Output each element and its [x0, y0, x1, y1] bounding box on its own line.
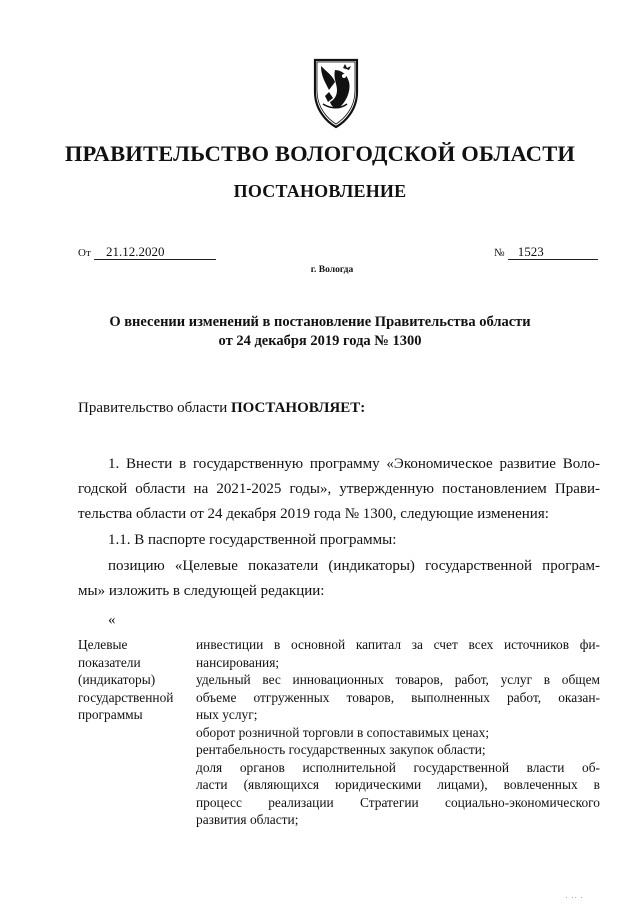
- paragraph-1-1: 1.1. В паспорте государственной программы:: [108, 532, 397, 548]
- content-line: ласти (являющихся юридическими лицами), вовлеченных в: [196, 777, 600, 792]
- table-label-cell: [78, 636, 196, 829]
- intro-keyword: ПОСТАНОВЛЯЕТ:: [230, 400, 366, 416]
- content-line: объеме отгруженных товаров, выполненных работ, оказан-: [196, 689, 600, 705]
- content-line: нансирования;: [196, 654, 280, 670]
- date-field: [78, 244, 216, 260]
- label-line: Целевые: [78, 637, 128, 652]
- date-prefix: От: [78, 247, 91, 259]
- paragraph-2-line-2: мы» изложить в следующей редакции:: [78, 583, 325, 599]
- subject-line-1: О внесении изменений в постановление Правительства области: [109, 314, 531, 330]
- number-field: [494, 244, 598, 260]
- label-line: государственной: [78, 689, 174, 705]
- paragraph-1-line-1: 1. Внести в государственную программу «Экономическое развитие Воло-: [108, 456, 600, 472]
- label-line: программы: [78, 707, 143, 722]
- number-prefix: №: [494, 247, 505, 259]
- paragraph-1-line-2: годской области на 2021-2025 годы», утвержденную постановлением Прави-: [78, 481, 600, 497]
- paragraph-1-line-3: тельства области от 24 декабря 2019 года № 1300, следующие изменения:: [78, 506, 549, 522]
- paragraph-2: [78, 557, 600, 601]
- vologda-oblast-coat-of-arms-icon: [299, 56, 373, 130]
- intro-text: Правительство области: [78, 400, 231, 416]
- passport-table: [78, 636, 600, 829]
- content-line: рентабельность государственных закупок области;: [196, 742, 486, 757]
- document-number: 1523: [508, 245, 598, 260]
- content-line: доля органов исполнительной государственной власти об-: [196, 759, 600, 775]
- resolution-intro: [78, 399, 365, 418]
- document-date: 21.12.2020: [94, 245, 216, 260]
- table-content-cell: [196, 636, 600, 829]
- content-line: развития области;: [196, 812, 299, 827]
- subject-line-2: от 24 декабря 2019 года № 1300: [218, 333, 422, 349]
- content-line: ных услуг;: [196, 707, 258, 722]
- label-line: (индикаторы): [78, 672, 156, 687]
- content-line: инвестиции в основной капитал за счет всех источников фи-: [196, 637, 600, 652]
- city: г. Вологда: [310, 265, 354, 275]
- coat-of-arms-emblem: [299, 56, 373, 130]
- opening-quote: «: [108, 612, 116, 628]
- document-type: ПОСТАНОВЛЕНИЕ: [233, 181, 407, 201]
- content-line: процесс реализации Стратегии социально-экономического: [196, 794, 600, 810]
- paragraph-1: [78, 455, 600, 524]
- label-line: показатели: [78, 654, 141, 670]
- paragraph-2-line-1: позицию «Целевые показатели (индикаторы) государственной програм-: [108, 558, 600, 574]
- government-title: ПРАВИТЕЛЬСТВО ВОЛОГОДСКОЙ ОБЛАСТИ: [64, 141, 576, 166]
- footer-mark: · ·· ·: [565, 894, 584, 902]
- content-line: удельный вес инновационных товаров, работ, услуг в общем: [196, 672, 600, 687]
- document-subject: [0, 313, 640, 351]
- content-line: оборот розничной торговли в сопоставимых ценах;: [196, 724, 490, 740]
